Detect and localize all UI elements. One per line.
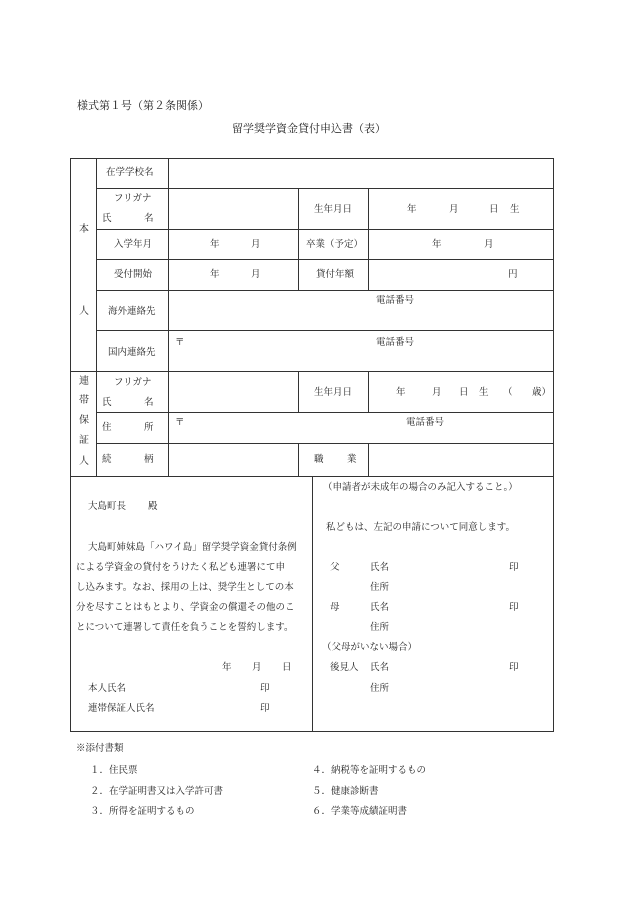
attachment-item: ４．納税等を証明するもの	[312, 765, 427, 776]
school-name-field[interactable]	[169, 159, 553, 187]
age-unit: 歳）	[532, 387, 552, 398]
loan-amount-field[interactable]	[369, 260, 553, 289]
overseas-contact-label: 海外連絡先	[108, 306, 156, 317]
statement-line: 分を尽すことはもとより、学資金の償還その他のこ	[76, 602, 295, 613]
loan-start-year-unit: 年	[210, 269, 220, 280]
statement-month-unit: 月	[252, 662, 262, 673]
mother-label: 母	[330, 602, 340, 613]
statement-line: 大島町姉妹島「ハワイ島」留学奨学資金貸付条例	[88, 542, 297, 553]
graduate-year-unit: 年	[432, 239, 442, 250]
honorific: 殿	[148, 501, 158, 512]
overseas-phone-label: 電話番号	[376, 295, 415, 306]
father-label: 父	[330, 562, 340, 573]
name-label-char: 氏	[102, 213, 112, 224]
graduate-month-field[interactable]	[369, 230, 553, 258]
section-label-guarantor: 証	[79, 435, 89, 446]
yen-unit: 円	[508, 269, 518, 280]
col-line	[312, 476, 313, 732]
domestic-contact-field[interactable]	[169, 331, 553, 370]
mother-name-label: 氏名	[370, 602, 390, 613]
guarantor-day-unit: 日	[459, 387, 469, 398]
father-name-label: 氏名	[370, 562, 390, 573]
guarantor-address-field[interactable]	[169, 413, 553, 442]
guarantor-month-unit: 月	[432, 387, 442, 398]
guarantor-birth-field[interactable]	[369, 372, 553, 411]
mother-name-field[interactable]	[395, 599, 503, 615]
father-address-label: 住所	[370, 582, 390, 593]
col-line	[298, 443, 299, 476]
school-name-label: 在学学校名	[106, 167, 154, 178]
statement-line: とについて連署して責任を負うことを誓約します。	[76, 622, 294, 633]
loan-start-label: 受付開始	[114, 269, 153, 280]
relation-label-char: 続	[102, 454, 112, 465]
enroll-month-unit: 月	[251, 239, 261, 250]
applicant-seal: 印	[260, 683, 270, 694]
furigana-label: フリガナ	[114, 193, 152, 204]
applicant-birth-date-field[interactable]	[369, 189, 553, 228]
applicant-signature-field[interactable]	[140, 680, 255, 696]
attachment-item: １．住民票	[90, 765, 138, 776]
mother-address-field[interactable]	[395, 619, 545, 635]
guarantor-year-unit: 年	[396, 387, 406, 398]
address-label-char: 所	[144, 422, 154, 433]
relation-field[interactable]	[169, 444, 297, 475]
mother-address-label: 住所	[370, 622, 390, 633]
guardian-name-field[interactable]	[395, 659, 503, 675]
enroll-month-field[interactable]	[169, 230, 297, 258]
guardian-seal: 印	[509, 662, 519, 673]
father-seal: 印	[509, 562, 519, 573]
guardian-label: 後見人	[330, 662, 359, 673]
guarantor-phone-label: 電話番号	[406, 417, 445, 428]
guarantor-birth-suffix: 生	[479, 387, 489, 398]
age-open-paren: （	[503, 387, 513, 398]
form-number: 様式第１号（第２条関係）	[77, 99, 209, 112]
birth-date-label: 生年月日	[314, 204, 353, 215]
loan-start-field[interactable]	[169, 260, 297, 289]
addressee: 大島町長	[88, 501, 127, 512]
col-line	[298, 371, 299, 412]
occupation-field[interactable]	[369, 444, 553, 475]
guarantor-name-char: 氏	[102, 397, 112, 408]
form-title: 留学奨学資金貸付申込書（表）	[232, 122, 386, 135]
guarantor-furigana-label: フリガナ	[114, 377, 152, 388]
guarantor-seal: 印	[260, 703, 270, 714]
section-label-guarantor: 連	[79, 376, 89, 387]
col-line	[298, 188, 299, 290]
guarantor-name-label: 連帯保証人氏名	[88, 703, 155, 714]
section-label-guarantor: 人	[79, 456, 89, 467]
statement-year-unit: 年	[222, 662, 232, 673]
guarantor-postal-mark: 〒	[175, 417, 185, 428]
applicant-name-field[interactable]	[169, 189, 297, 228]
attachment-item: ５．健康診断書	[312, 786, 379, 797]
statement-day-unit: 日	[282, 662, 292, 673]
section-label-guarantor: 帯	[79, 395, 89, 406]
birth-year-unit: 年	[407, 204, 417, 215]
birth-day-unit: 日	[489, 204, 499, 215]
guarantor-signature-field[interactable]	[168, 700, 255, 716]
attachment-item: ２．在学証明書又は入学許可書	[90, 786, 224, 797]
address-label-char: 住	[102, 422, 112, 433]
birth-month-unit: 月	[449, 204, 459, 215]
birth-suffix: 生	[510, 204, 520, 215]
domestic-phone-label: 電話番号	[376, 337, 415, 348]
guardian-name-label: 氏名	[370, 662, 390, 673]
guarantor-name-field[interactable]	[169, 372, 297, 411]
overseas-contact-field[interactable]	[169, 291, 553, 329]
section-label-applicant: 人	[79, 306, 89, 317]
occupation-label-char: 職	[314, 454, 324, 465]
attachment-item: ６．学業等成績証明書	[312, 806, 408, 817]
statement-line: による学資金の貸付をうけたく私ども連署にて申	[76, 562, 286, 573]
attachments-heading: ※添付書類	[76, 743, 124, 754]
graduate-label: 卒業（予定）	[306, 239, 364, 250]
enroll-year-unit: 年	[210, 239, 220, 250]
consent-agree: 私どもは、左記の申請について同意します。	[326, 522, 516, 533]
domestic-postal-mark: 〒	[175, 337, 185, 348]
guardian-address-field[interactable]	[395, 680, 545, 696]
domestic-contact-label: 国内連絡先	[108, 347, 156, 358]
father-address-field[interactable]	[395, 579, 545, 595]
statement-line: し込みます。なお、採用の上は、奨学生としての本	[76, 582, 294, 593]
col-line	[96, 158, 97, 476]
graduate-month-unit: 月	[484, 239, 494, 250]
section-label-guarantor: 保	[79, 415, 89, 426]
loan-start-month-unit: 月	[251, 269, 261, 280]
no-parents-note: （父母がいない場合）	[322, 642, 418, 653]
father-name-field[interactable]	[395, 559, 503, 575]
loan-amount-label: 貸付年額	[316, 269, 355, 280]
attachment-item: ３．所得を証明するもの	[90, 806, 195, 817]
section-label-applicant: 本	[79, 224, 89, 235]
occupation-label-char: 業	[347, 454, 357, 465]
guarantor-name-char: 名	[144, 397, 154, 408]
guarantor-birth-label: 生年月日	[314, 387, 353, 398]
consent-note: （申請者が未成年の場合のみ記入すること。）	[323, 482, 518, 493]
guardian-address-label: 住所	[370, 683, 390, 694]
mother-seal: 印	[509, 602, 519, 613]
enroll-month-label: 入学年月	[114, 239, 153, 250]
relation-label-char: 柄	[144, 454, 154, 465]
applicant-name-label: 本人氏名	[88, 683, 127, 694]
name-label-char: 名	[144, 213, 154, 224]
